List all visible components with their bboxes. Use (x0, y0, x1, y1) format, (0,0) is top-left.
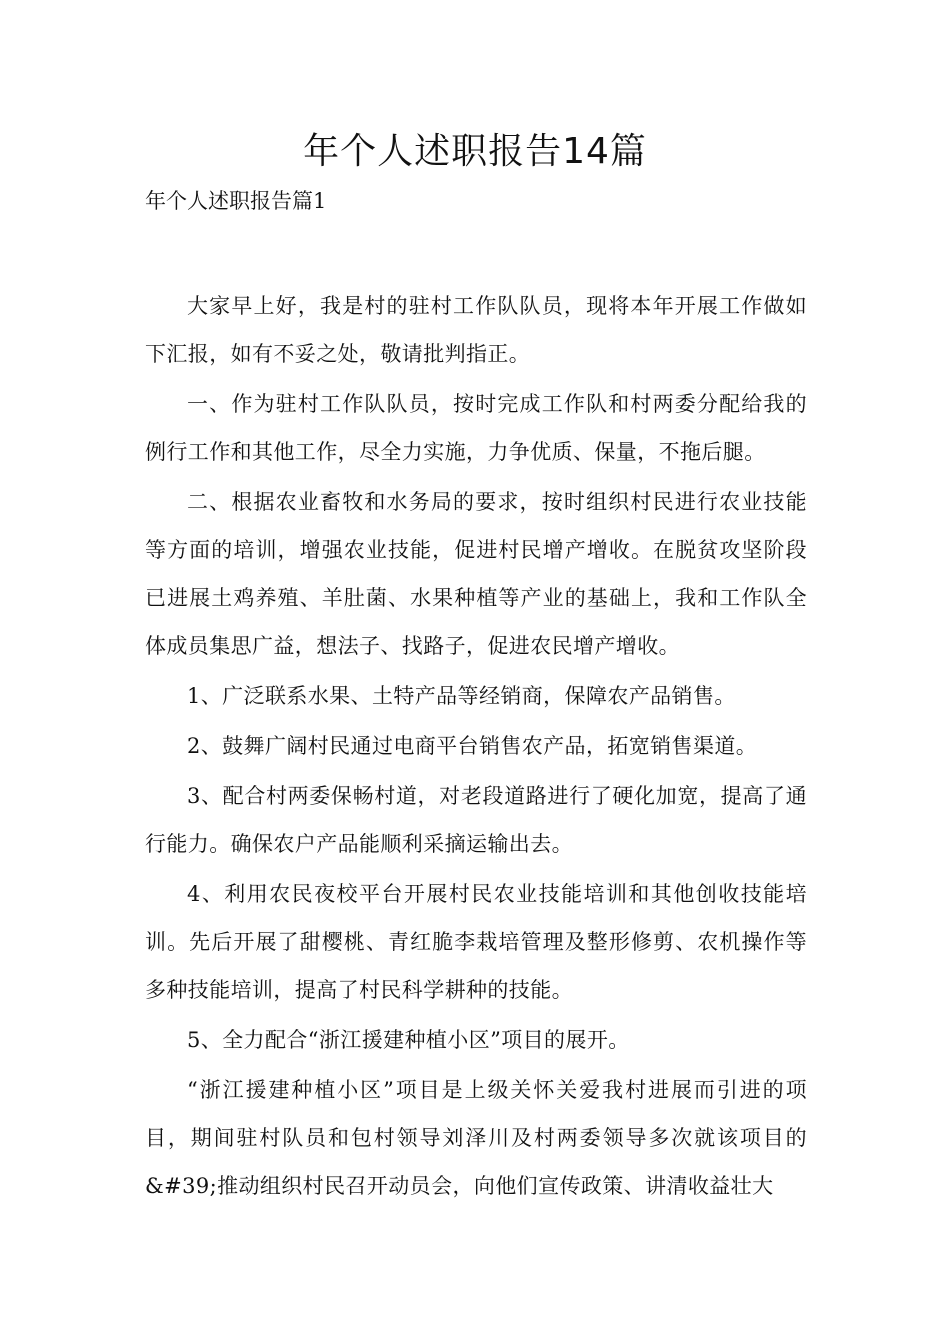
paragraph: 大家早上好，我是村的驻村工作队队员，现将本年开展工作做如下汇报，如有不妥之处，敬请批判指正。 (145, 294, 807, 366)
paragraph: 3、配合村两委保畅村道，对老段道路进行了硬化加宽，提高了通行能力。确保农户产品能顺利采摘运输出去。 (145, 784, 807, 856)
paragraph: 二、根据农业畜牧和水务局的要求，按时组织村民进行农业技能等方面的培训，增强农业技能，促进村民增产增收。在脱贫攻坚阶段已进展土鸡养殖、羊肚菌、水果种植等产业的基础上，我和工作队全体成员集思广益，想法子、找路子，促进农民增产增收。 (145, 490, 807, 658)
paragraph: 5、全力配合“浙江援建种植小区”项目的展开。 (187, 1028, 630, 1052)
document-body (145, 282, 807, 1212)
paragraph: 1、广泛联系水果、土特产品等经销商，保障农产品销售。 (187, 684, 736, 708)
document-title: 年个人述职报告14篇 (303, 131, 647, 172)
paragraph: 4、利用农民夜校平台开展村民农业技能培训和其他创收技能培训。先后开展了甜樱桃、青红脆李栽培管理及整形修剪、农机操作等多种技能培训，提高了村民科学耕种的技能。 (145, 882, 807, 1002)
section-heading: 年个人述职报告篇1 (145, 189, 327, 213)
paragraph: “浙江援建种植小区”项目是上级关怀关爱我村进展而引进的项目，期间驻村队员和包村领导刘泽川及村两委领导多次就该项目的&#39;推动组织村民召开动员会，向他们宣传政策、讲清收益壮大 (145, 1078, 807, 1198)
paragraph: 一、作为驻村工作队队员，按时完成工作队和村两委分配给我的例行工作和其他工作，尽全力实施，力争优质、保量，不拖后腿。 (145, 392, 807, 464)
paragraph: 2、鼓舞广阔村民通过电商平台销售农产品，拓宽销售渠道。 (187, 734, 758, 758)
